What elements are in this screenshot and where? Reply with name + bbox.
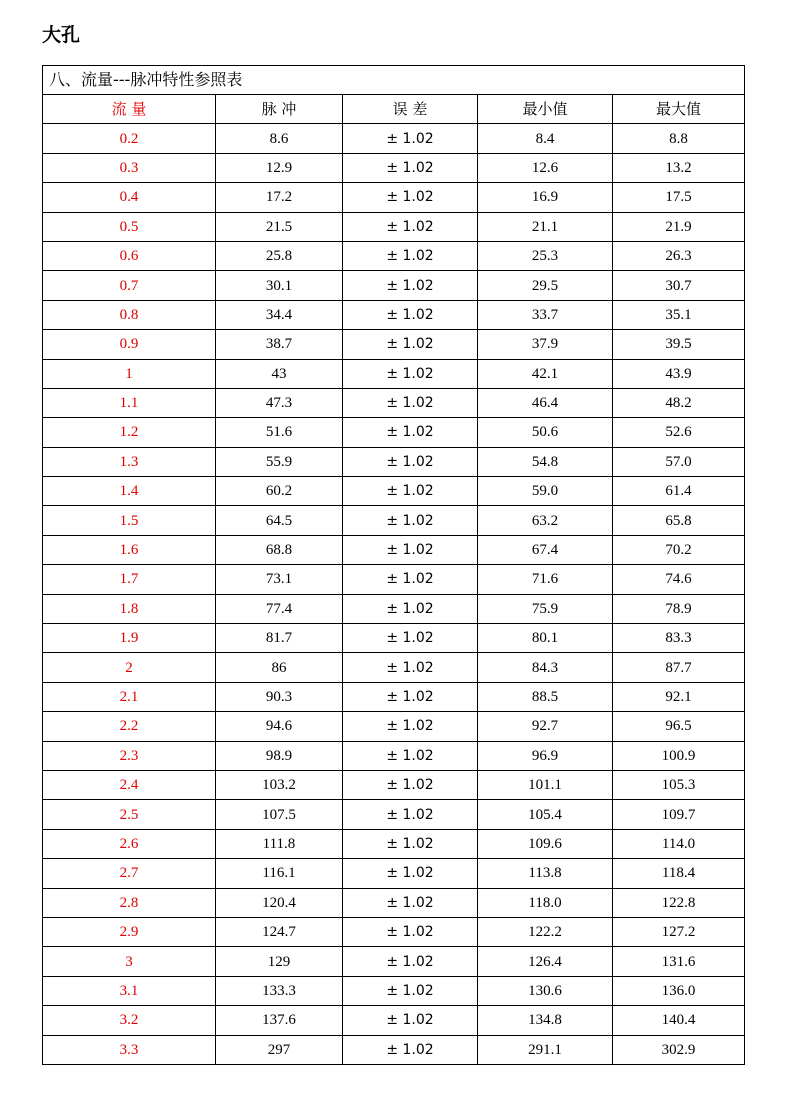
cell-error: ± 1.02 (343, 330, 478, 359)
cell-flow: 1.5 (43, 506, 216, 535)
cell-error: ± 1.02 (343, 653, 478, 682)
cell-error: ± 1.02 (343, 1006, 478, 1035)
cell-min: 59.0 (478, 477, 613, 506)
cell-pulse: 120.4 (216, 888, 343, 917)
cell-pulse: 51.6 (216, 418, 343, 447)
cell-max: 83.3 (613, 624, 745, 653)
cell-error: ± 1.02 (343, 388, 478, 417)
cell-error: ± 1.02 (343, 976, 478, 1005)
cell-flow: 1.4 (43, 477, 216, 506)
cell-min: 46.4 (478, 388, 613, 417)
table-caption-row (43, 66, 745, 95)
table-row (43, 359, 745, 388)
cell-min: 92.7 (478, 712, 613, 741)
cell-max: 74.6 (613, 565, 745, 594)
cell-error: ± 1.02 (343, 1035, 478, 1064)
cell-error: ± 1.02 (343, 212, 478, 241)
cell-flow: 0.2 (43, 124, 216, 153)
cell-pulse: 297 (216, 1035, 343, 1064)
table-row (43, 888, 745, 917)
cell-max: 52.6 (613, 418, 745, 447)
table-row (43, 917, 745, 946)
table-row (43, 418, 745, 447)
cell-error: ± 1.02 (343, 624, 478, 653)
cell-max: 35.1 (613, 300, 745, 329)
table-row (43, 624, 745, 653)
cell-error: ± 1.02 (343, 741, 478, 770)
cell-max: 122.8 (613, 888, 745, 917)
cell-pulse: 116.1 (216, 859, 343, 888)
cell-pulse: 98.9 (216, 741, 343, 770)
cell-flow: 1.6 (43, 535, 216, 564)
cell-error: ± 1.02 (343, 359, 478, 388)
cell-pulse: 77.4 (216, 594, 343, 623)
cell-flow: 1.8 (43, 594, 216, 623)
cell-max: 109.7 (613, 800, 745, 829)
cell-max: 26.3 (613, 241, 745, 270)
cell-error: ± 1.02 (343, 712, 478, 741)
cell-flow: 2.4 (43, 770, 216, 799)
cell-max: 30.7 (613, 271, 745, 300)
cell-pulse: 73.1 (216, 565, 343, 594)
cell-flow: 2 (43, 653, 216, 682)
cell-flow: 2.2 (43, 712, 216, 741)
cell-max: 136.0 (613, 976, 745, 1005)
cell-error: ± 1.02 (343, 418, 478, 447)
cell-min: 134.8 (478, 1006, 613, 1035)
cell-max: 114.0 (613, 829, 745, 858)
table-row (43, 447, 745, 476)
cell-min: 8.4 (478, 124, 613, 153)
cell-error: ± 1.02 (343, 447, 478, 476)
cell-error: ± 1.02 (343, 506, 478, 535)
cell-flow: 1 (43, 359, 216, 388)
cell-max: 8.8 (613, 124, 745, 153)
table-row (43, 829, 745, 858)
cell-pulse: 21.5 (216, 212, 343, 241)
table-row (43, 124, 745, 153)
table-caption: 八、流量---脉冲特性参照表 (43, 66, 745, 95)
cell-error: ± 1.02 (343, 153, 478, 182)
cell-min: 88.5 (478, 682, 613, 711)
table-row (43, 153, 745, 182)
cell-pulse: 133.3 (216, 976, 343, 1005)
cell-error: ± 1.02 (343, 770, 478, 799)
cell-min: 67.4 (478, 535, 613, 564)
cell-min: 37.9 (478, 330, 613, 359)
cell-error: ± 1.02 (343, 183, 478, 212)
cell-flow: 3.2 (43, 1006, 216, 1035)
cell-flow: 2.5 (43, 800, 216, 829)
table-row (43, 388, 745, 417)
cell-flow: 0.4 (43, 183, 216, 212)
table-row (43, 653, 745, 682)
cell-pulse: 43 (216, 359, 343, 388)
table-row (43, 741, 745, 770)
table-row (43, 300, 745, 329)
cell-flow: 0.8 (43, 300, 216, 329)
cell-max: 100.9 (613, 741, 745, 770)
cell-pulse: 17.2 (216, 183, 343, 212)
cell-pulse: 8.6 (216, 124, 343, 153)
cell-max: 105.3 (613, 770, 745, 799)
cell-min: 50.6 (478, 418, 613, 447)
cell-max: 21.9 (613, 212, 745, 241)
table-row (43, 535, 745, 564)
table-row (43, 859, 745, 888)
table-row (43, 712, 745, 741)
cell-pulse: 34.4 (216, 300, 343, 329)
cell-min: 16.9 (478, 183, 613, 212)
table-row (43, 183, 745, 212)
cell-pulse: 68.8 (216, 535, 343, 564)
cell-min: 12.6 (478, 153, 613, 182)
cell-flow: 1.3 (43, 447, 216, 476)
cell-pulse: 38.7 (216, 330, 343, 359)
cell-flow: 2.1 (43, 682, 216, 711)
cell-error: ± 1.02 (343, 829, 478, 858)
cell-min: 25.3 (478, 241, 613, 270)
cell-flow: 2.6 (43, 829, 216, 858)
table-row (43, 241, 745, 270)
cell-pulse: 25.8 (216, 241, 343, 270)
cell-min: 105.4 (478, 800, 613, 829)
cell-max: 17.5 (613, 183, 745, 212)
cell-error: ± 1.02 (343, 682, 478, 711)
cell-flow: 2.3 (43, 741, 216, 770)
cell-flow: 3.3 (43, 1035, 216, 1064)
cell-pulse: 81.7 (216, 624, 343, 653)
table-row (43, 800, 745, 829)
cell-max: 70.2 (613, 535, 745, 564)
page-title: 大孔 (42, 24, 81, 46)
cell-flow: 2.9 (43, 917, 216, 946)
cell-flow: 3.1 (43, 976, 216, 1005)
cell-flow: 3 (43, 947, 216, 976)
cell-max: 118.4 (613, 859, 745, 888)
cell-pulse: 64.5 (216, 506, 343, 535)
cell-max: 140.4 (613, 1006, 745, 1035)
table-row (43, 976, 745, 1005)
cell-min: 63.2 (478, 506, 613, 535)
cell-error: ± 1.02 (343, 565, 478, 594)
cell-pulse: 103.2 (216, 770, 343, 799)
table-header-row (43, 95, 745, 124)
header-max: 最大值 (613, 95, 745, 124)
cell-max: 48.2 (613, 388, 745, 417)
cell-min: 84.3 (478, 653, 613, 682)
cell-pulse: 107.5 (216, 800, 343, 829)
cell-error: ± 1.02 (343, 300, 478, 329)
cell-flow: 1.9 (43, 624, 216, 653)
cell-min: 118.0 (478, 888, 613, 917)
table-row (43, 477, 745, 506)
cell-min: 96.9 (478, 741, 613, 770)
table-row (43, 770, 745, 799)
cell-max: 65.8 (613, 506, 745, 535)
cell-pulse: 86 (216, 653, 343, 682)
cell-pulse: 124.7 (216, 917, 343, 946)
cell-flow: 1.2 (43, 418, 216, 447)
cell-pulse: 12.9 (216, 153, 343, 182)
cell-flow: 2.7 (43, 859, 216, 888)
cell-flow: 1.7 (43, 565, 216, 594)
cell-pulse: 55.9 (216, 447, 343, 476)
cell-pulse: 60.2 (216, 477, 343, 506)
cell-error: ± 1.02 (343, 477, 478, 506)
cell-min: 80.1 (478, 624, 613, 653)
cell-pulse: 90.3 (216, 682, 343, 711)
cell-max: 78.9 (613, 594, 745, 623)
cell-max: 131.6 (613, 947, 745, 976)
table-row (43, 330, 745, 359)
cell-error: ± 1.02 (343, 594, 478, 623)
table-row (43, 1035, 745, 1064)
cell-error: ± 1.02 (343, 859, 478, 888)
cell-min: 130.6 (478, 976, 613, 1005)
table-row (43, 682, 745, 711)
cell-flow: 2.8 (43, 888, 216, 917)
cell-flow: 0.3 (43, 153, 216, 182)
cell-min: 21.1 (478, 212, 613, 241)
cell-min: 54.8 (478, 447, 613, 476)
cell-pulse: 137.6 (216, 1006, 343, 1035)
header-flow: 流 量 (43, 95, 216, 124)
cell-error: ± 1.02 (343, 800, 478, 829)
cell-min: 126.4 (478, 947, 613, 976)
table-row (43, 594, 745, 623)
cell-max: 39.5 (613, 330, 745, 359)
cell-max: 302.9 (613, 1035, 745, 1064)
cell-min: 291.1 (478, 1035, 613, 1064)
cell-error: ± 1.02 (343, 241, 478, 270)
cell-min: 113.8 (478, 859, 613, 888)
cell-error: ± 1.02 (343, 917, 478, 946)
cell-min: 29.5 (478, 271, 613, 300)
header-error: 误 差 (343, 95, 478, 124)
flow-pulse-table (42, 65, 745, 1065)
cell-min: 42.1 (478, 359, 613, 388)
cell-min: 101.1 (478, 770, 613, 799)
cell-min: 109.6 (478, 829, 613, 858)
cell-error: ± 1.02 (343, 124, 478, 153)
cell-min: 33.7 (478, 300, 613, 329)
cell-max: 87.7 (613, 653, 745, 682)
cell-pulse: 111.8 (216, 829, 343, 858)
cell-error: ± 1.02 (343, 535, 478, 564)
cell-max: 13.2 (613, 153, 745, 182)
table-row (43, 947, 745, 976)
cell-max: 96.5 (613, 712, 745, 741)
cell-error: ± 1.02 (343, 888, 478, 917)
cell-max: 43.9 (613, 359, 745, 388)
table-row (43, 271, 745, 300)
header-pulse: 脉 冲 (216, 95, 343, 124)
table-row (43, 1006, 745, 1035)
cell-flow: 1.1 (43, 388, 216, 417)
cell-error: ± 1.02 (343, 271, 478, 300)
table-row (43, 506, 745, 535)
cell-flow: 0.5 (43, 212, 216, 241)
cell-max: 57.0 (613, 447, 745, 476)
cell-min: 75.9 (478, 594, 613, 623)
cell-min: 122.2 (478, 917, 613, 946)
cell-max: 92.1 (613, 682, 745, 711)
cell-flow: 0.7 (43, 271, 216, 300)
cell-pulse: 129 (216, 947, 343, 976)
cell-error: ± 1.02 (343, 947, 478, 976)
cell-pulse: 47.3 (216, 388, 343, 417)
cell-max: 61.4 (613, 477, 745, 506)
cell-pulse: 30.1 (216, 271, 343, 300)
cell-pulse: 94.6 (216, 712, 343, 741)
cell-max: 127.2 (613, 917, 745, 946)
table-row (43, 565, 745, 594)
cell-min: 71.6 (478, 565, 613, 594)
cell-flow: 0.9 (43, 330, 216, 359)
table-row (43, 212, 745, 241)
cell-flow: 0.6 (43, 241, 216, 270)
header-min: 最小值 (478, 95, 613, 124)
